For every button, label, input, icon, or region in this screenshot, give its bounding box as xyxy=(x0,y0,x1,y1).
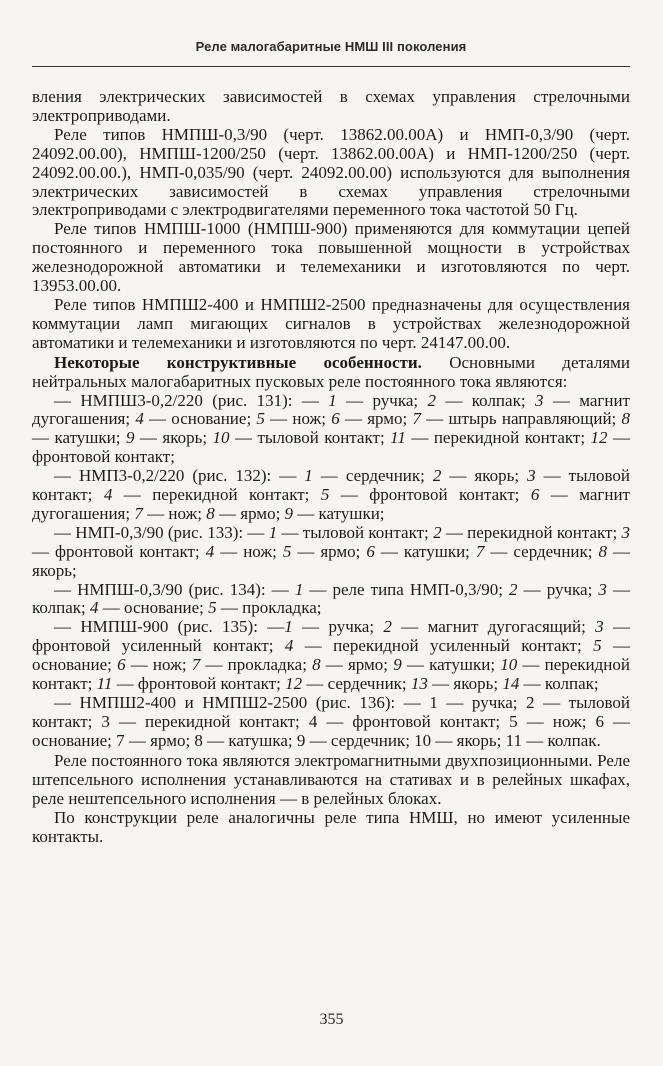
item-text: — перекидной контакт; xyxy=(405,428,591,448)
callout-number: 10 xyxy=(212,428,230,448)
item-text: — НМП-0,3/90 (рис. 133): — xyxy=(54,522,269,542)
callout-number: 2 xyxy=(383,617,392,637)
item-text: — НМПШ-0,3/90 (рис. 134): — xyxy=(54,579,295,599)
item-text: — ярмо; xyxy=(291,541,367,561)
running-head: Реле малогабаритные НМШ III поколения xyxy=(195,39,467,54)
item-text: — сердечник; xyxy=(312,466,433,486)
callout-number: 11 xyxy=(96,674,113,694)
item-text: — катушки; xyxy=(374,541,476,561)
callout-number: 9 xyxy=(125,428,135,448)
callout-number: 8 xyxy=(206,503,215,523)
callout-number: 13 xyxy=(410,674,428,694)
paragraph-design-features xyxy=(32,354,630,392)
item-text: — катушки; xyxy=(293,503,385,523)
callout-number: 1 xyxy=(328,390,337,410)
callout-number: 5 xyxy=(320,485,330,505)
callout-number: 6 xyxy=(117,655,126,675)
header-rule xyxy=(32,66,630,67)
item-text: — магнит дугогашения; xyxy=(32,485,630,523)
callout-number: 9 xyxy=(393,655,402,675)
item-text: — нож; xyxy=(142,503,207,523)
item-text: — основание; xyxy=(98,598,209,618)
paragraph-continuation: вления электрических зависимостей в схемах управления стрелочными электроприводами. xyxy=(32,87,630,125)
item-text: — фронтовой усиленный контакт; xyxy=(32,617,631,656)
item-text: — ручка; xyxy=(517,579,599,599)
callout-number: 6 xyxy=(366,541,375,561)
item-text: — штырь направляющий; xyxy=(421,409,622,429)
item-text: — перекидной контакт; xyxy=(112,485,321,505)
item-text: — сердечник; xyxy=(302,674,411,694)
list-item-nmpsh-03-90 xyxy=(32,581,630,619)
item-text: — перекидной контакт; xyxy=(441,522,622,542)
list-item-nmpsh3 xyxy=(32,392,630,468)
callout-number: 7 xyxy=(475,541,485,561)
callout-number: 5 xyxy=(593,636,602,656)
callout-number: 1 xyxy=(284,617,293,637)
item-text: — ручка; xyxy=(292,617,384,637)
callout-number: 4 xyxy=(205,541,215,561)
item-text: — реле типа НМП-0,3/90; xyxy=(303,579,510,599)
callout-number: 12 xyxy=(590,428,608,448)
callout-number: 5 xyxy=(256,409,265,429)
item-text: — нож; xyxy=(264,409,332,429)
item-text: — перекидной контакт; xyxy=(32,655,630,694)
callout-number: 11 xyxy=(390,428,406,448)
list-item-nmpsh2 xyxy=(32,694,630,751)
item-text: — ручка; xyxy=(336,390,428,410)
item-text: — якорь; xyxy=(32,541,631,580)
item-text: — ярмо; xyxy=(214,503,285,523)
callout-number: 5 xyxy=(282,541,292,561)
item-text: — прокладка; xyxy=(200,655,313,675)
paragraph-nmpsh-types: Реле типов НМПШ-0,3/90 (черт. 13862.00.00А) и НМП-0,3/90 (черт. 24092.00.00), НМПШ-1200/250 (черт. 13862.00.00А) и НМП-1200/250 (черт. 24092.00.00.), НМП-0,035/90 (черт. 24092.00.00) используются для выполнения электрических зависимостей в схемах управления стрелочными электроприводами с электродвигателями переменного тока частотой 50 Гц. xyxy=(32,124,630,220)
callout-number: 3 xyxy=(527,466,536,486)
item-text: — магнит дугогашения; xyxy=(32,390,630,429)
item-text: — перекидной усиленный контакт; xyxy=(293,636,594,656)
page-number: 355 xyxy=(319,1011,344,1028)
callout-number: 8 xyxy=(312,655,321,675)
paragraph-design-features-text: Основными деталями нейтральных малогабаритных пусковых реле постоянного тока являются: xyxy=(32,352,630,391)
callout-number: 3 xyxy=(534,390,544,410)
callout-number: 2 xyxy=(427,390,437,410)
callout-number: 7 xyxy=(191,655,201,675)
item-text: — колпак; xyxy=(519,674,599,694)
item-text: — нож; xyxy=(125,655,192,675)
callout-number: 3 xyxy=(595,617,604,637)
item-text: — прокладка; xyxy=(216,598,322,618)
item-text: — фронтовой контакт; xyxy=(32,541,206,561)
item-text: — основание; xyxy=(32,636,631,675)
callout-number: 4 xyxy=(284,636,294,656)
callout-number: 4 xyxy=(135,409,144,429)
item-text: — якорь; xyxy=(427,674,503,694)
item-text: — сердечник; xyxy=(484,541,599,561)
item-text: — катушки; xyxy=(401,655,501,675)
callout-number: 9 xyxy=(284,503,294,523)
callout-number: 5 xyxy=(208,598,217,618)
item-text: — магнит дугогасящий; xyxy=(391,617,596,637)
callout-number: 6 xyxy=(331,409,340,429)
paragraph-dc-relays: Реле постоянного тока являются электромагнитными двухпозиционными. Реле штепсельного исполнения устанавливаются на стативах и в релейных шкафах, реле нештепсельного исполнения — в релейных блоках. xyxy=(32,750,630,808)
item-text: — нож; xyxy=(214,541,283,561)
callout-number: 10 xyxy=(500,655,518,675)
callout-number: 7 xyxy=(412,409,421,429)
item-text: — катушки; xyxy=(32,428,126,448)
item-text: — НМПШ3-0,2/220 (рис. 131): — xyxy=(54,390,329,410)
item-text: — ярмо; xyxy=(320,655,394,675)
paragraph-construction: По конструкции реле аналогичны реле типа НМШ, но имеют усиленные контакты. xyxy=(32,808,630,847)
body-text xyxy=(32,88,630,847)
paragraph-nmpsh-1000: Реле типов НМПШ-1000 (НМПШ-900) применяются для коммутации цепей постоянного и переменного тока повышенной мощности в устройствах железнодорожной автоматики и телемеханики и изготовляются по черт. 13953.00.00. xyxy=(32,219,630,296)
item-text: — тыловой контакт; xyxy=(277,522,434,542)
item-text: — якорь; xyxy=(441,466,528,486)
run-in-heading: Некоторые конструктивные особенности. xyxy=(54,352,422,372)
callout-number: 4 xyxy=(90,598,99,618)
item-text: — НМПШ-900 (рис. 135): — xyxy=(54,617,285,637)
item-text: — основание; xyxy=(143,409,257,429)
item-text: — фронтовой контакт; xyxy=(112,674,286,694)
paragraph-nmpsh2: Реле типов НМПШ2-400 и НМПШ2-2500 предназначены для осуществления коммутации ламп мигающих сигналов в устройствах железнодорожной автоматики и телемеханики и изготовляются по черт. 24147.00.00. xyxy=(32,294,630,352)
item-text: — НМП3-0,2/220 (рис. 132): — xyxy=(54,466,305,486)
item-text: — якорь; xyxy=(134,428,213,448)
item-text: — тыловой контакт; xyxy=(229,428,391,448)
callout-number: 1 xyxy=(304,466,313,486)
item-text: — фронтовой контакт; xyxy=(32,428,631,467)
callout-number: 8 xyxy=(598,541,608,561)
callout-number: 3 xyxy=(598,579,607,599)
callout-number: 1 xyxy=(294,579,304,599)
item-text: — фронтовой контакт; xyxy=(329,485,531,505)
list-item-nmp-03-90 xyxy=(32,524,630,581)
callout-number: 1 xyxy=(268,522,278,542)
callout-number: 2 xyxy=(509,579,518,599)
item-text: — тыловой контакт; xyxy=(32,466,631,505)
callout-number: 2 xyxy=(432,466,442,486)
callout-number: 2 xyxy=(433,522,442,542)
item-text: — ярмо; xyxy=(339,409,413,429)
callout-number: 4 xyxy=(103,485,113,505)
list-item-nmpsh-900 xyxy=(32,618,630,694)
item-text: — колпак; xyxy=(436,390,535,410)
item-text: — колпак; xyxy=(32,579,630,618)
list-item-nmp3 xyxy=(32,467,630,524)
callout-number: 7 xyxy=(134,503,143,523)
callout-number: 8 xyxy=(621,409,630,429)
callout-number: 3 xyxy=(621,522,630,542)
callout-number: 12 xyxy=(285,674,303,694)
callout-number: 14 xyxy=(502,674,520,694)
item-text: — НМПШ2-400 и НМПШ2-2500 (рис. 136): — 1 — ручка; 2 — тыловой контакт; 3 — перекидной контакт; 4 — фронтовой контакт; 5 — нож; 6 — основание; 7 — ярмо; 8 — катушка; 9 — сердечник; 10 — якорь; 11 — колпак. xyxy=(32,693,630,750)
callout-number: 6 xyxy=(530,485,540,505)
